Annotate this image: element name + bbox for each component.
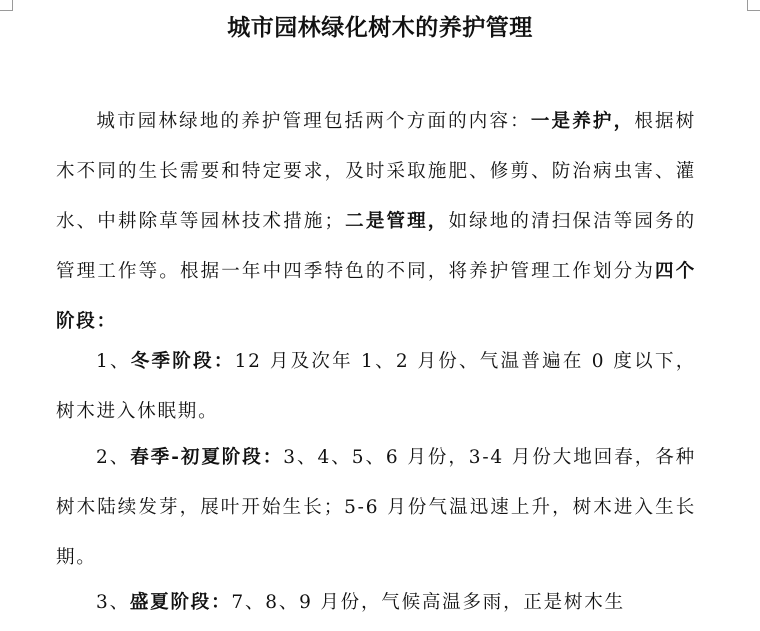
intro-text-1: 城市园林绿地的养护管理包括两个方面的内容： [96,111,531,132]
stage-3-text: 7、8、9 月份，气候高温多雨，正是树木生 [231,592,625,613]
intro-bold-1: 一是养护， [530,111,635,132]
stage-1-number: 1、 [96,351,131,372]
document-title: 城市园林绿化树木的养护管理 [227,14,533,41]
intro-bold-2: 二是管理， [344,211,449,232]
stage-2-paragraph [56,433,696,583]
stage-2-label: 春季-初夏阶段： [130,447,284,468]
intro-text-2: 根据树木不同的生长需要和特定要求，及时采取施肥、修剪、防治病虫害、灌水、中耕除草等园林技术措施； [56,111,696,232]
intro-paragraph [56,97,696,347]
stage-1-paragraph [56,337,696,437]
stage-2-text: 3、4、5、6 月份，3-4 月份大地回春，各种树木陆续发芽，展叶开始生长；5-6 月份气温迅速上升，树木进入生长期。 [56,447,696,568]
intro-bold-3: 四个阶段： [56,261,697,332]
stage-1-label: 冬季阶段： [130,351,235,372]
intro-text-3: 如绿地的清扫保洁等园务的管理工作等。根据一年中四季特色的不同，将养护管理工作划分为 [56,211,696,282]
stage-3-label: 盛夏阶段： [129,592,232,613]
stage-3-paragraph [56,578,696,628]
stage-1-text: 12 月及次年 1、2 月份、气温普遍在 0 度以下，树木进入休眠期。 [56,351,697,422]
stage-3-number: 3、 [96,592,130,613]
stage-2-number: 2、 [96,447,131,468]
